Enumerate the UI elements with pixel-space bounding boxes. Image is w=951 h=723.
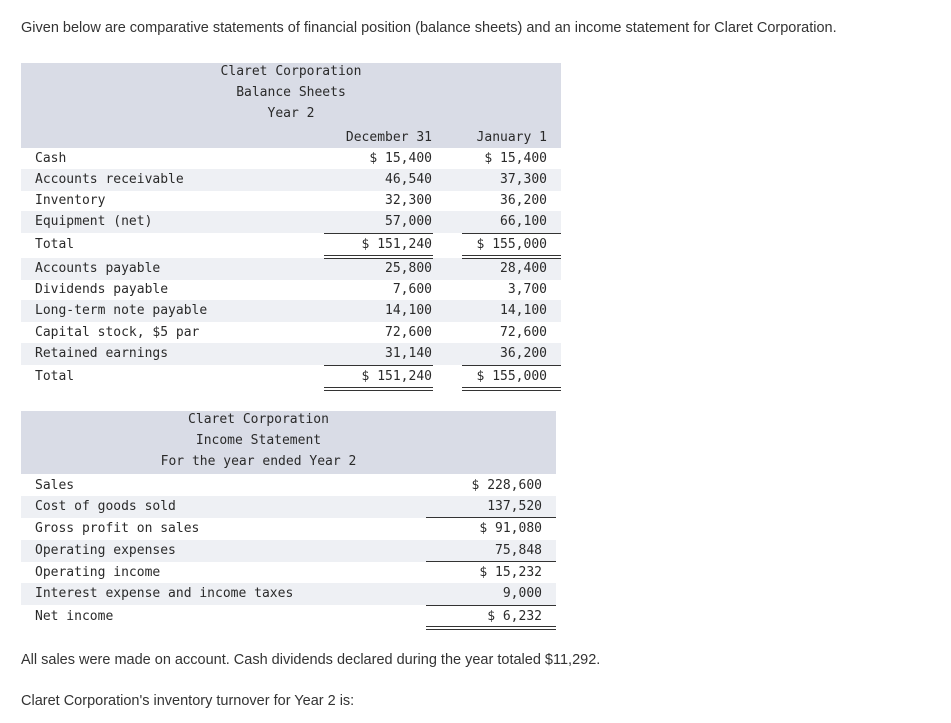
- dec31-value: 57,000: [385, 214, 432, 229]
- table-row: [21, 279, 561, 301]
- dec31-value: 14,100: [385, 303, 432, 318]
- table-row: [21, 475, 556, 497]
- row-label: Total: [35, 237, 75, 252]
- amount-value: $ 6,232: [487, 609, 542, 624]
- jan1-value: 36,200: [500, 193, 547, 208]
- row-label: Net income: [35, 609, 114, 624]
- table-row: [21, 518, 556, 540]
- subtotal-rule: [426, 605, 556, 606]
- row-label: Total: [35, 369, 75, 384]
- table-row-total: [21, 234, 561, 256]
- statement-period: For the year ended Year 2: [160, 454, 357, 469]
- subtotal-rule: [324, 233, 433, 234]
- dec31-value: 32,300: [385, 193, 432, 208]
- table-row: [21, 496, 556, 518]
- double-underline: [426, 626, 556, 630]
- row-label: Retained earnings: [35, 346, 169, 361]
- company-name: Claret Corporation: [220, 64, 362, 79]
- table-row: [21, 190, 561, 212]
- row-label: Cost of goods sold: [35, 499, 176, 514]
- company-name: Claret Corporation: [188, 412, 329, 427]
- amount-value: $ 91,080: [479, 521, 542, 536]
- question-text: Claret Corporation's inventory turnover for Year 2 is:: [21, 693, 355, 709]
- row-label: Dividends payable: [35, 282, 169, 297]
- table-row: [21, 258, 561, 280]
- statement-period: Year 2: [267, 106, 315, 121]
- double-underline: [462, 387, 561, 391]
- table-row: [21, 583, 556, 605]
- table-row: [21, 562, 556, 584]
- dec31-value: 46,540: [385, 172, 432, 187]
- jan1-value: 36,200: [500, 346, 547, 361]
- jan1-value: 37,300: [500, 172, 547, 187]
- jan1-value: $ 155,000: [476, 369, 547, 384]
- row-label: Accounts payable: [35, 261, 161, 276]
- table-row: [21, 300, 561, 322]
- amount-value: $ 228,600: [471, 478, 542, 493]
- subtotal-rule: [426, 517, 556, 518]
- income-statement-table: [21, 411, 556, 629]
- jan1-value: 14,100: [500, 303, 547, 318]
- jan1-value: 72,600: [500, 325, 547, 340]
- statement-title: Income Statement: [195, 433, 322, 448]
- subtotal-rule: [426, 561, 556, 562]
- column-header-jan1: January 1: [476, 130, 547, 145]
- dec31-value: 31,140: [385, 346, 432, 361]
- amount-value: 9,000: [502, 586, 542, 601]
- dec31-value: $ 151,240: [361, 369, 432, 384]
- dec31-value: 7,600: [392, 282, 432, 297]
- jan1-value: $ 15,400: [484, 151, 547, 166]
- table-row: [21, 148, 561, 170]
- dec31-value: $ 15,400: [369, 151, 432, 166]
- double-underline: [324, 255, 433, 259]
- row-label: Operating expenses: [35, 543, 176, 558]
- row-label: Operating income: [35, 565, 161, 580]
- row-label: Capital stock, $5 par: [35, 325, 200, 340]
- jan1-value: 3,700: [507, 282, 547, 297]
- row-label: Equipment (net): [35, 214, 153, 229]
- income-statement-header: [21, 411, 556, 474]
- amount-value: 75,848: [495, 543, 542, 558]
- statement-title: Balance Sheets: [236, 85, 346, 100]
- balance-sheet-table: [21, 63, 561, 391]
- table-row: [21, 343, 561, 365]
- table-row: [21, 322, 561, 344]
- row-label: Cash: [35, 151, 67, 166]
- double-underline: [324, 387, 433, 391]
- row-label: Accounts receivable: [35, 172, 184, 187]
- table-row: [21, 540, 556, 562]
- row-label: Interest expense and income taxes: [35, 586, 294, 601]
- dec31-value: 25,800: [385, 261, 432, 276]
- row-label: Gross profit on sales: [35, 521, 200, 536]
- subtotal-rule: [462, 365, 561, 366]
- jan1-value: $ 155,000: [476, 237, 547, 252]
- table-row-total: [21, 606, 556, 628]
- amount-value: 137,520: [487, 499, 542, 514]
- table-row-total: [21, 366, 561, 388]
- amount-value: $ 15,232: [479, 565, 542, 580]
- subtotal-rule: [462, 233, 561, 234]
- footnote-text: All sales were made on account. Cash dividends declared during the year totaled $11,292.: [21, 652, 601, 668]
- double-underline: [462, 255, 561, 259]
- row-label: Long-term note payable: [35, 303, 208, 318]
- column-header-dec31: December 31: [345, 130, 432, 145]
- table-row: [21, 169, 561, 191]
- dec31-value: $ 151,240: [361, 237, 432, 252]
- row-label: Inventory: [35, 193, 106, 208]
- subtotal-rule: [324, 365, 433, 366]
- jan1-value: 66,100: [500, 214, 547, 229]
- dec31-value: 72,600: [385, 325, 432, 340]
- table-row: [21, 211, 561, 233]
- row-label: Sales: [35, 478, 75, 493]
- jan1-value: 28,400: [500, 261, 547, 276]
- intro-text: Given below are comparative statements of financial position (balance sheets) and an income statement for Claret Corporation.: [21, 20, 837, 36]
- balance-sheet-header: [21, 63, 561, 148]
